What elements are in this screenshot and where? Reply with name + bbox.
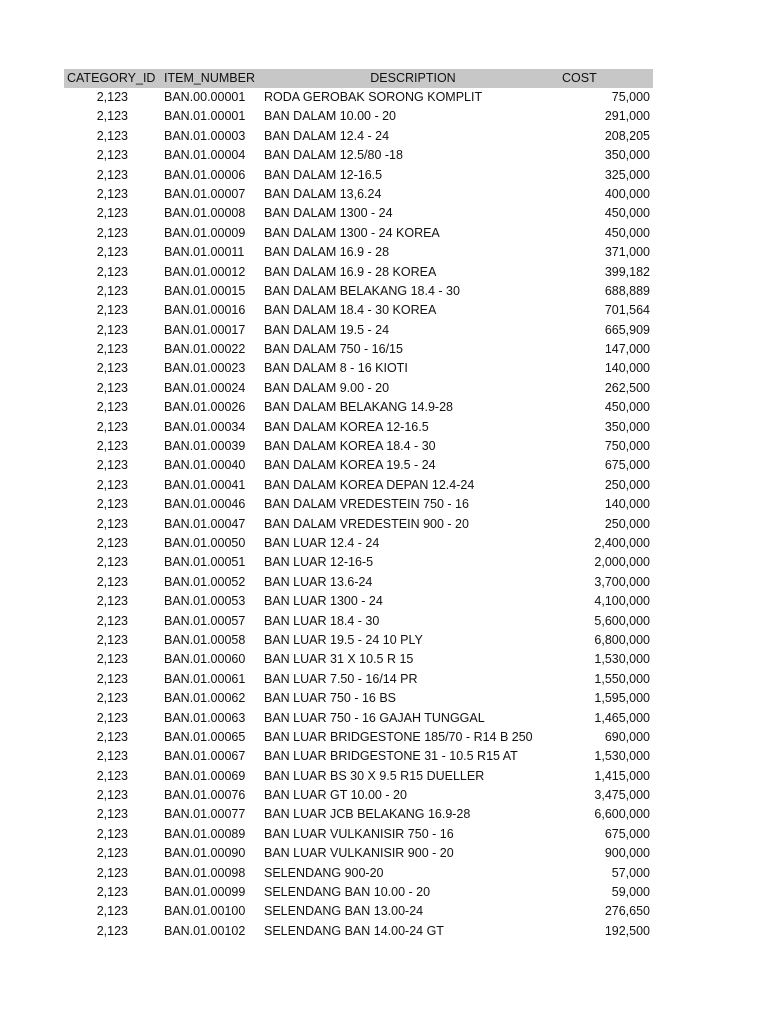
cell-item-number: BAN.01.00009 bbox=[164, 225, 246, 240]
cell-description: BAN LUAR 18.4 - 30 bbox=[264, 613, 380, 628]
cell-description: SELENDANG BAN 14.00-24 GT bbox=[264, 923, 444, 938]
cell-description: BAN DALAM KOREA 18.4 - 30 bbox=[264, 439, 436, 454]
table-row bbox=[64, 728, 653, 747]
cell-cost: 450,000 bbox=[604, 400, 650, 415]
cell-description: SELENDANG 900-20 bbox=[264, 865, 384, 880]
cell-item-number: BAN.01.00058 bbox=[164, 632, 246, 647]
header-cost: COST bbox=[562, 70, 597, 85]
cell-description: BAN LUAR 12-16-5 bbox=[264, 555, 374, 570]
table-row bbox=[64, 321, 653, 340]
cell-item-number: BAN.01.00024 bbox=[164, 380, 246, 395]
cell-cost: 450,000 bbox=[604, 206, 650, 221]
table-row bbox=[64, 515, 653, 534]
cell-description: BAN DALAM 12-16.5 bbox=[264, 167, 383, 182]
header-category-id: CATEGORY_ID bbox=[67, 70, 156, 85]
table-row bbox=[64, 805, 653, 824]
table-row bbox=[64, 670, 653, 689]
cell-category-id: 2,123 bbox=[96, 439, 128, 454]
cell-cost: 57,000 bbox=[611, 865, 650, 880]
cell-cost: 750,000 bbox=[604, 439, 650, 454]
cell-description: BAN DALAM KOREA 19.5 - 24 bbox=[264, 458, 436, 473]
cell-cost: 140,000 bbox=[604, 497, 650, 512]
table-row bbox=[64, 650, 653, 669]
cell-item-number: BAN.01.00008 bbox=[164, 206, 246, 221]
cell-cost: 250,000 bbox=[604, 516, 650, 531]
cell-category-id: 2,123 bbox=[96, 768, 128, 783]
table-row bbox=[64, 127, 653, 146]
table-row bbox=[64, 767, 653, 786]
cell-cost: 262,500 bbox=[604, 380, 650, 395]
cell-description: BAN DALAM VREDESTEIN 900 - 20 bbox=[264, 516, 469, 531]
cell-cost: 325,000 bbox=[604, 167, 650, 182]
cell-category-id: 2,123 bbox=[96, 186, 128, 201]
cell-description: BAN DALAM VREDESTEIN 750 - 16 bbox=[264, 497, 469, 512]
table-row bbox=[64, 573, 653, 592]
cell-cost: 3,475,000 bbox=[594, 788, 650, 803]
cell-cost: 291,000 bbox=[604, 109, 650, 124]
table-row bbox=[64, 553, 653, 572]
cell-category-id: 2,123 bbox=[96, 671, 128, 686]
cell-description: BAN LUAR 19.5 - 24 10 PLY bbox=[264, 632, 423, 647]
table-row bbox=[64, 243, 653, 262]
spreadsheet-table bbox=[64, 69, 653, 941]
cell-cost: 6,600,000 bbox=[594, 807, 650, 822]
table-row bbox=[64, 263, 653, 282]
cell-cost: 900,000 bbox=[604, 846, 650, 861]
cell-item-number: BAN.01.00016 bbox=[164, 303, 246, 318]
cell-category-id: 2,123 bbox=[96, 90, 128, 104]
cell-category-id: 2,123 bbox=[96, 361, 128, 376]
header-description: DESCRIPTION bbox=[370, 70, 456, 85]
cell-item-number: BAN.01.00053 bbox=[164, 594, 246, 609]
table-row bbox=[64, 359, 653, 378]
cell-description: BAN DALAM KOREA DEPAN 12.4-24 bbox=[264, 477, 475, 492]
cell-cost: 1,465,000 bbox=[594, 710, 650, 725]
cell-item-number: BAN.01.00090 bbox=[164, 846, 246, 861]
table-row bbox=[64, 282, 653, 301]
cell-description: BAN DALAM 18.4 - 30 KOREA bbox=[264, 303, 437, 318]
table-row bbox=[64, 592, 653, 611]
cell-item-number: BAN.01.00100 bbox=[164, 904, 246, 919]
cell-description: BAN DALAM KOREA 12-16.5 bbox=[264, 419, 429, 434]
table-row bbox=[64, 825, 653, 844]
cell-category-id: 2,123 bbox=[96, 225, 128, 240]
cell-description: BAN LUAR 1300 - 24 bbox=[264, 594, 383, 609]
cell-description: BAN LUAR BRIDGESTONE 31 - 10.5 R15 AT bbox=[264, 749, 518, 764]
table-body bbox=[64, 88, 653, 941]
cell-cost: 147,000 bbox=[604, 342, 650, 357]
cell-category-id: 2,123 bbox=[96, 148, 128, 163]
cell-cost: 5,600,000 bbox=[594, 613, 650, 628]
cell-description: BAN DALAM 13,6.24 bbox=[264, 186, 382, 201]
cell-item-number: BAN.00.00001 bbox=[164, 90, 246, 104]
cell-description: BAN DALAM 9.00 - 20 bbox=[264, 380, 390, 395]
cell-item-number: BAN.01.00062 bbox=[164, 691, 246, 706]
cell-cost: 665,909 bbox=[604, 322, 650, 337]
cell-item-number: BAN.01.00057 bbox=[164, 613, 246, 628]
cell-cost: 208,205 bbox=[604, 128, 650, 143]
cell-item-number: BAN.01.00039 bbox=[164, 439, 246, 454]
cell-cost: 400,000 bbox=[604, 186, 650, 201]
cell-category-id: 2,123 bbox=[96, 477, 128, 492]
cell-item-number: BAN.01.00034 bbox=[164, 419, 246, 434]
cell-category-id: 2,123 bbox=[96, 206, 128, 221]
cell-cost: 75,000 bbox=[611, 90, 650, 104]
cell-description: BAN DALAM 1300 - 24 bbox=[264, 206, 393, 221]
cell-cost: 6,800,000 bbox=[594, 632, 650, 647]
cell-category-id: 2,123 bbox=[96, 904, 128, 919]
cell-category-id: 2,123 bbox=[96, 283, 128, 298]
table-row bbox=[64, 922, 653, 941]
cell-cost: 371,000 bbox=[604, 245, 650, 260]
cell-item-number: BAN.01.00040 bbox=[164, 458, 246, 473]
cell-item-number: BAN.01.00012 bbox=[164, 264, 246, 279]
cell-category-id: 2,123 bbox=[96, 594, 128, 609]
cell-description: SELENDANG BAN 13.00-24 bbox=[264, 904, 424, 919]
cell-description: BAN DALAM BELAKANG 18.4 - 30 bbox=[264, 283, 460, 298]
cell-item-number: BAN.01.00007 bbox=[164, 186, 246, 201]
table-row bbox=[64, 864, 653, 883]
table-row bbox=[64, 612, 653, 631]
cell-description: BAN LUAR 31 X 10.5 R 15 bbox=[264, 652, 414, 667]
cell-category-id: 2,123 bbox=[96, 128, 128, 143]
cell-item-number: BAN.01.00098 bbox=[164, 865, 246, 880]
cell-category-id: 2,123 bbox=[96, 322, 128, 337]
cell-cost: 140,000 bbox=[604, 361, 650, 376]
table-row bbox=[64, 709, 653, 728]
cell-cost: 250,000 bbox=[604, 477, 650, 492]
cell-item-number: BAN.01.00061 bbox=[164, 671, 246, 686]
table-row bbox=[64, 437, 653, 456]
cell-description: BAN DALAM 12.5/80 -18 bbox=[264, 148, 403, 163]
table-row bbox=[64, 340, 653, 359]
cell-item-number: BAN.01.00001 bbox=[164, 109, 246, 124]
table-row bbox=[64, 204, 653, 223]
cell-description: BAN DALAM 8 - 16 KIOTI bbox=[264, 361, 408, 376]
cell-item-number: BAN.01.00004 bbox=[164, 148, 246, 163]
table-row bbox=[64, 88, 653, 107]
table-row bbox=[64, 185, 653, 204]
table-row bbox=[64, 456, 653, 475]
cell-item-number: BAN.01.00041 bbox=[164, 477, 246, 492]
cell-item-number: BAN.01.00003 bbox=[164, 128, 246, 143]
cell-category-id: 2,123 bbox=[96, 380, 128, 395]
table-header-row bbox=[64, 69, 653, 88]
cell-cost: 276,650 bbox=[604, 904, 650, 919]
cell-category-id: 2,123 bbox=[96, 729, 128, 744]
cell-description: BAN LUAR GT 10.00 - 20 bbox=[264, 788, 407, 803]
table-row bbox=[64, 883, 653, 902]
cell-cost: 701,564 bbox=[604, 303, 650, 318]
cell-item-number: BAN.01.00060 bbox=[164, 652, 246, 667]
cell-category-id: 2,123 bbox=[96, 458, 128, 473]
table-row bbox=[64, 495, 653, 514]
cell-cost: 2,400,000 bbox=[594, 535, 650, 550]
table-row bbox=[64, 418, 653, 437]
table-row bbox=[64, 689, 653, 708]
cell-item-number: BAN.01.00047 bbox=[164, 516, 246, 531]
cell-cost: 1,550,000 bbox=[594, 671, 650, 686]
header-item-number: ITEM_NUMBER bbox=[164, 70, 255, 85]
cell-cost: 1,530,000 bbox=[594, 749, 650, 764]
table-row bbox=[64, 379, 653, 398]
cell-description: BAN LUAR JCB BELAKANG 16.9-28 bbox=[264, 807, 471, 822]
cell-item-number: BAN.01.00051 bbox=[164, 555, 246, 570]
table-row bbox=[64, 166, 653, 185]
table-row bbox=[64, 786, 653, 805]
cell-category-id: 2,123 bbox=[96, 555, 128, 570]
cell-category-id: 2,123 bbox=[96, 865, 128, 880]
cell-category-id: 2,123 bbox=[96, 632, 128, 647]
cell-category-id: 2,123 bbox=[96, 788, 128, 803]
cell-category-id: 2,123 bbox=[96, 516, 128, 531]
table-row bbox=[64, 631, 653, 650]
cell-description: BAN DALAM 750 - 16/15 bbox=[264, 342, 403, 357]
cell-cost: 1,415,000 bbox=[594, 768, 650, 783]
cell-description: BAN LUAR BRIDGESTONE 185/70 - R14 B 250 bbox=[264, 729, 533, 744]
cell-cost: 450,000 bbox=[604, 225, 650, 240]
cell-category-id: 2,123 bbox=[96, 497, 128, 512]
cell-item-number: BAN.01.00063 bbox=[164, 710, 246, 725]
cell-category-id: 2,123 bbox=[96, 400, 128, 415]
cell-category-id: 2,123 bbox=[96, 710, 128, 725]
cell-cost: 2,000,000 bbox=[594, 555, 650, 570]
cell-category-id: 2,123 bbox=[96, 303, 128, 318]
cell-description: BAN LUAR 12.4 - 24 bbox=[264, 535, 380, 550]
cell-description: BAN DALAM 16.9 - 28 bbox=[264, 245, 390, 260]
cell-item-number: BAN.01.00011 bbox=[164, 245, 245, 260]
cell-item-number: BAN.01.00023 bbox=[164, 361, 246, 376]
cell-category-id: 2,123 bbox=[96, 691, 128, 706]
cell-item-number: BAN.01.00050 bbox=[164, 535, 246, 550]
table-row bbox=[64, 146, 653, 165]
cell-description: BAN LUAR BS 30 X 9.5 R15 DUELLER bbox=[264, 768, 485, 783]
cell-cost: 675,000 bbox=[604, 826, 650, 841]
cell-cost: 1,530,000 bbox=[594, 652, 650, 667]
cell-category-id: 2,123 bbox=[96, 342, 128, 357]
cell-description: RODA GEROBAK SORONG KOMPLIT bbox=[264, 90, 483, 104]
table-row bbox=[64, 107, 653, 126]
cell-description: BAN DALAM BELAKANG 14.9-28 bbox=[264, 400, 453, 415]
table-row bbox=[64, 747, 653, 766]
cell-description: BAN LUAR 13.6-24 bbox=[264, 574, 373, 589]
cell-item-number: BAN.01.00006 bbox=[164, 167, 246, 182]
cell-category-id: 2,123 bbox=[96, 826, 128, 841]
cell-description: BAN DALAM 16.9 - 28 KOREA bbox=[264, 264, 437, 279]
cell-item-number: BAN.01.00076 bbox=[164, 788, 246, 803]
cell-description: BAN DALAM 12.4 - 24 bbox=[264, 128, 390, 143]
cell-description: BAN LUAR VULKANISIR 750 - 16 bbox=[264, 826, 454, 841]
cell-item-number: BAN.01.00102 bbox=[164, 923, 246, 938]
cell-category-id: 2,123 bbox=[96, 652, 128, 667]
cell-cost: 350,000 bbox=[604, 419, 650, 434]
cell-item-number: BAN.01.00046 bbox=[164, 497, 246, 512]
cell-description: BAN DALAM 1300 - 24 KOREA bbox=[264, 225, 440, 240]
cell-item-number: BAN.01.00065 bbox=[164, 729, 246, 744]
cell-category-id: 2,123 bbox=[96, 109, 128, 124]
cell-item-number: BAN.01.00026 bbox=[164, 400, 246, 415]
table-row bbox=[64, 534, 653, 553]
cell-cost: 399,182 bbox=[604, 264, 650, 279]
cell-description: BAN LUAR 750 - 16 BS bbox=[264, 691, 397, 706]
cell-cost: 4,100,000 bbox=[594, 594, 650, 609]
cell-category-id: 2,123 bbox=[96, 419, 128, 434]
cell-category-id: 2,123 bbox=[96, 807, 128, 822]
cell-category-id: 2,123 bbox=[96, 535, 128, 550]
cell-category-id: 2,123 bbox=[96, 613, 128, 628]
cell-item-number: BAN.01.00022 bbox=[164, 342, 246, 357]
table-row bbox=[64, 476, 653, 495]
table-row bbox=[64, 902, 653, 921]
cell-category-id: 2,123 bbox=[96, 923, 128, 938]
cell-item-number: BAN.01.00052 bbox=[164, 574, 246, 589]
cell-category-id: 2,123 bbox=[96, 749, 128, 764]
cell-cost: 675,000 bbox=[604, 458, 650, 473]
cell-description: SELENDANG BAN 10.00 - 20 bbox=[264, 885, 431, 900]
cell-cost: 1,595,000 bbox=[594, 691, 650, 706]
table-row bbox=[64, 398, 653, 417]
cell-cost: 688,889 bbox=[604, 283, 650, 298]
cell-category-id: 2,123 bbox=[96, 574, 128, 589]
cell-item-number: BAN.01.00077 bbox=[164, 807, 246, 822]
cell-category-id: 2,123 bbox=[96, 846, 128, 861]
cell-item-number: BAN.01.00069 bbox=[164, 768, 246, 783]
cell-description: BAN DALAM 10.00 - 20 bbox=[264, 109, 397, 124]
cell-cost: 3,700,000 bbox=[594, 574, 650, 589]
cell-cost: 690,000 bbox=[604, 729, 650, 744]
cell-item-number: BAN.01.00089 bbox=[164, 826, 246, 841]
cell-category-id: 2,123 bbox=[96, 264, 128, 279]
cell-cost: 59,000 bbox=[611, 885, 650, 900]
cell-item-number: BAN.01.00017 bbox=[164, 322, 246, 337]
cell-item-number: BAN.01.00067 bbox=[164, 749, 246, 764]
table-row bbox=[64, 844, 653, 863]
cell-item-number: BAN.01.00015 bbox=[164, 283, 246, 298]
cell-category-id: 2,123 bbox=[96, 885, 128, 900]
cell-description: BAN LUAR 750 - 16 GAJAH TUNGGAL bbox=[264, 710, 485, 725]
cell-cost: 192,500 bbox=[604, 923, 650, 938]
table-row bbox=[64, 301, 653, 320]
cell-category-id: 2,123 bbox=[96, 167, 128, 182]
cell-description: BAN LUAR VULKANISIR 900 - 20 bbox=[264, 846, 454, 861]
cell-description: BAN DALAM 19.5 - 24 bbox=[264, 322, 390, 337]
cell-category-id: 2,123 bbox=[96, 245, 128, 260]
cell-cost: 350,000 bbox=[604, 148, 650, 163]
cell-description: BAN LUAR 7.50 - 16/14 PR bbox=[264, 671, 418, 686]
cell-item-number: BAN.01.00099 bbox=[164, 885, 246, 900]
table-row bbox=[64, 224, 653, 243]
